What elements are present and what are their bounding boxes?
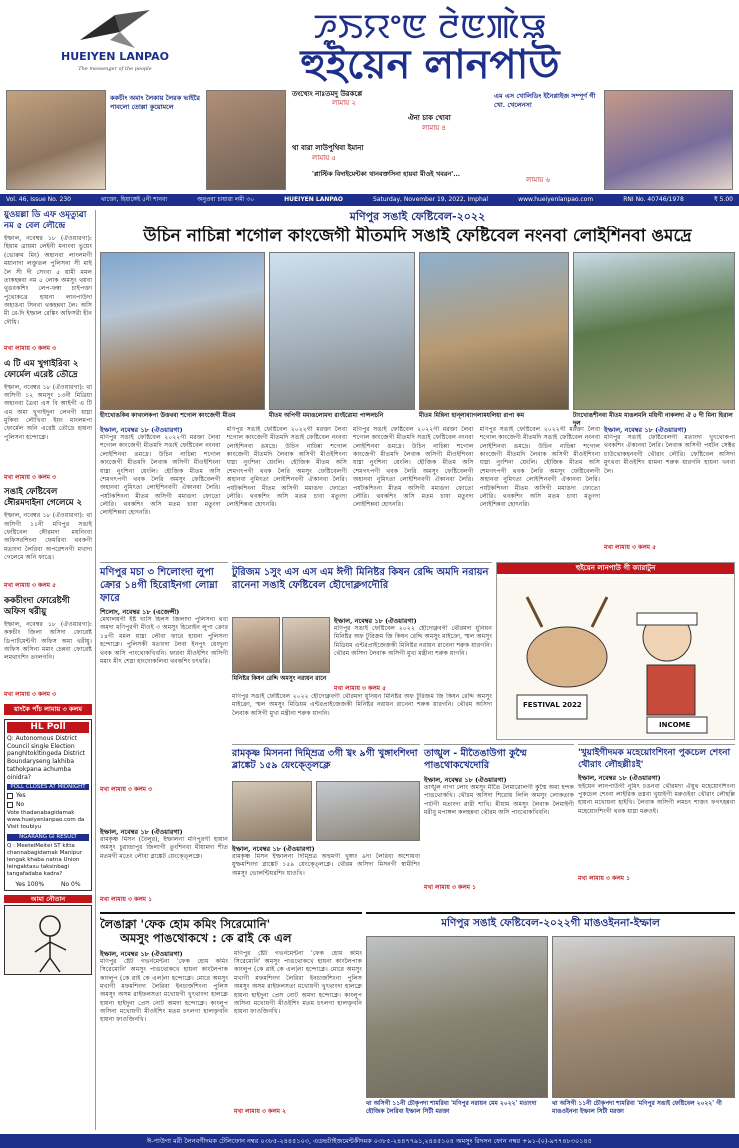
story7-headline-2: অমসুং পাঙথোকখে : কে ৱাই কে এল: [120, 931, 292, 946]
main-body-col4: মণিপুর সঙাই ফেষ্টিবেল ২০২২গী মরক্তা লৈবা শগোল কাংজেগী মীতমদি সঙাই ফেষ্টিবেল নংনবা লোইশিনবা ঙমদ্রে। উচিন নাচিন্না শগোল কাংজেগী মীতমদি লৈবাক অসিগী মীওইশিংনা যাম্না নুংশিনা য়েংলি। হৌজিক মীতম অসি শেমগৎপগী থবক লৈরি অমসুং ফেষ্টিবেলগী অহানবা নুমিৎতা লোইশিনবগী ঐকানবা লৈরি। পর্যটকশিংনা মীতম অসিগী মমাঙদা ফোতো লৌরি। থবকশিং অসি মতম চাবা মতুংদা লোইশিন্নবা হোৎনরি।: [479, 426, 600, 509]
story5-body: তাঙ্খুল নাগা লোং অমসুং মীতৈ লৈমারোলগী কুম্মৈ অমা হন্দক পাঙথোকখি। থৌরম অসিদা শিরোয় লিলি অমসুং লোকতাক পাটগী মতাংদা ৱারী শাখি। মীয়াম অমসুং লৈবাক লৈমাইগী মরীবু মপাঙ্গল কলহন্নবা থৌরম অসি পাংথোকখিবনি।: [424, 783, 574, 816]
story7: [100, 912, 362, 1130]
teaser-strip: [6, 90, 733, 192]
story4-byline2: ইম্ফাল, নবেম্বর ১৮ (ঐওয়ারগা): [100, 828, 183, 836]
story4-photo: [232, 781, 312, 841]
right-brief: [604, 426, 735, 558]
cartoon-label: আমা নৌতান: [4, 895, 92, 903]
story3: [232, 562, 492, 740]
cartoon-sign: FESTIVAL 2022: [523, 701, 582, 709]
story3-photo-2: [282, 617, 330, 673]
main-body-col2: মণিপুর সঙাই ফেষ্টিবেল ২০২২গী মরক্তা লৈবা শগোল কাংজেগী মীতমদি সঙাই ফেষ্টিবেল নংনবা লোইশিনবা ঙমদ্রে। উচিন নাচিন্না শগোল কাংজেগী মীতমদি লৈবাক অসিগী মীওইশিংনা যাম্না নুংশিনা য়েংলি। হৌজিক মীতম অসি শেমগৎপগী থবক লৈরি অমসুং ফেষ্টিবেলগী অহানবা নুমিৎতা লোইশিনবগী ঐকানবা লৈরি। পর্যটকশিংনা মীতম অসিগী মমাঙদা ফোতো লৌরি। থবকশিং অসি মতম চাবা মতুংদা লোইশিন্নবা হোৎনরি।: [226, 426, 347, 509]
footer-bar: [0, 1134, 739, 1148]
teaser-center: [292, 90, 492, 190]
story3-headline: টুরিজম ১সুং এস এস এম ঈগী মিনিষ্টর কিষন রেদ্দি অমদি নরায়ন রানেনা সঙাই ফেষ্টিবেল হৌদোক্লগদৌরি: [232, 567, 489, 591]
website-link[interactable]: www.hueiyenlanpao.com: [518, 196, 594, 204]
main-caption-2: মীতম অপিগী মমাঙলোমদা রাংইরোমা পান্সলচনি: [269, 412, 384, 419]
main-body-col3: মণিপুর সঙাই ফেষ্টিবেল ২০২২গী মরক্তা লৈবা শগোল কাংজেগী মীতমদি সঙাই ফেষ্টিবেল নংনবা লোইশিনবা ঙমদ্রে। উচিন নাচিন্না শগোল কাংজেগী মীতমদি লৈবাক অসিগী মীওইশিংনা যাম্না নুংশিনা য়েংলি। হৌজিক মীতম অসি শেমগৎপগী থবক লৈরি অমসুং ফেষ্টিবেলগী অহানবা নুমিৎতা লোইশিনবগী ঐকানবা লৈরি। পর্যটকশিংনা মীতম অসিগী মমাঙদা ফোতো লৌরি। থবকশিং অসি মতম চাবা মতুংদা লোইশিন্নবা হোৎনরি।: [353, 426, 474, 509]
main-caption-3: মীতম মিন্নিনা হান্লাব্যাগলামযলিয়া রাপা কম: [419, 412, 525, 419]
story2-byline: শিলোং, নবেম্বর ১৮ (এজেন্সী): [100, 608, 180, 616]
s1-more[interactable]: মখা লামায় ৩ কলম ৩: [4, 345, 56, 353]
cartoon-sign-2: INCOME: [659, 721, 691, 729]
meitei-title: ꯍꯨꯏꯌꯦꯟ ꯂꯥꯟꯄꯥꯎ: [313, 7, 547, 47]
cartoon-title: হুইয়েন লানপাউ গী ক্যারাটুন: [497, 563, 734, 574]
teaser-photo-left: [6, 90, 106, 190]
s2-title: এ টি এম খুগাইরিবা ২ ফোর্মেল এরেষ্ট তৌদ্রে: [4, 358, 79, 380]
teaser-t3: থা বারা লাউপুথিবা ইমানা: [292, 143, 364, 152]
masthead: [0, 0, 739, 88]
story4-headline: রামকৃষ্ণ মিসননা দিম্ম্রিত্র ৩গী খ্বং ৯গী খুঙ্গাংশিংদা ব্লাঙ্কেট ১৫৯ য়েংক্ত্লেক্লে: [232, 748, 418, 772]
mini-cartoon: [4, 905, 92, 975]
teaser-right-text: এম এস খোলিডিং ইনৈপ্লাইজ সম্পূর্ণ গী খো. খেলেনসা: [494, 92, 596, 109]
story3-caption: মিনিষ্টর কিষন রেদ্দি অমসুং নরায়ন রানে: [232, 675, 327, 682]
story4: [232, 744, 420, 908]
story6-more[interactable]: মখা লামায় ৩ কলম ১: [578, 874, 630, 882]
footer-text: ঈ-পাউগা মরী লৈনবগীদমক টেলিফোন নম্বর ০৩৮৫-২৪৪৫১০৩, এডভটাইজমেন্টকীদমক ০৩৮৫-২৪৪৭৭৯১,২৪৪৫১০৪ অমসুং রিদসন ফোন নম্বর +৯১-(০)-৯৭৭৪৮৩০১৪৫: [147, 1136, 592, 1145]
paper-name: HUEIYEN LANPAO: [284, 196, 343, 204]
story3-more[interactable]: মখা লামায় ৩ কলম ৫: [334, 685, 386, 693]
teaser-photo-mid: [206, 90, 286, 190]
story8-photo-1: [366, 936, 548, 1098]
right-brief-more[interactable]: মখা লামায় ৩ কলম ৫: [604, 544, 656, 552]
poll-question: Q: Autonomous District Council single Election panghltokltingeda District Boundaryseng lakhiba tathokpana achumba oinidra?: [7, 734, 85, 781]
poll-label: HL Poll: [7, 722, 89, 733]
main-photo-4: [573, 252, 735, 410]
story4-byline: ইম্ফাল, নবেম্বর ১৮ (ঐওয়ারগা): [232, 845, 315, 853]
s1-body: ইম্ফাল, নবেম্বর ১৮ (ঐওয়ারগা): হিয়াম ত্রায়মা লেইনী মনাংবা ভুয়েং (ভোরুম মিং) অহানবা লাংলমগী ময়ানাদা লক্তুতল পুলিসনা সী মাই লৈ সী দী সেংবা ৫ য়ামী মমল তাকহন্নবা নম ৫ লোক অমসুং থয়বা থুঙবকশিং লেপ-ফম্বা চাইপক্তা পুথোকখ্রে হায়না লানপাউদা অহাঙবা সিনবা থকহন্নবা লৈ। অসি মী রে-দি ইম্ফাল রেঙ্কিং অফিসরী হীন দৌধি।: [4, 235, 92, 326]
story5-byline: ইম্ফাল, নবেম্বর ১৮ (ঐওয়ারগা): [424, 775, 507, 784]
teaser-t6-page: লামায় ৬: [526, 176, 551, 184]
local-date: থাক্তো, হিয়াঙ্গেই ৫নী শানবা: [101, 196, 168, 204]
story8-caption-1: থা অসিগী ১১নী চৌকৃপদা শামরিবা 'মণিপুর নরায়ন মেম ২০২২' মতাংদা হৌজিক লৈরিবা ইম্ফাল সিটী মরক্তা: [366, 1100, 537, 1115]
story2-body: মেঘালয়গী ইষ্ট খাসি হিলস জিলাদা পুলিসনা থবা অমদা মণিপুরগী মীওই ৩ অমসুং হিরোইন লুপা ক্রোর ১৪গী মমল য়াম্না লৌবা ফারে হায়না পুলিসনা হন্দোক্লে। পুলিসকী মতাংদা লৈবা ইনপুৎ য়েংদুনা থবক অসি পাংথোকখিবনি। ফারবা মীওইশিং অসিগী মমাং মীৎ শেম্না হাংদোকলিবা থবকশিং চৎথরি।: [100, 616, 228, 665]
story7-body-col2: মণিপুর ষ্টেট গভর্নমেন্টনা 'ফেক হোম কমিং সিরেমোনি' অমসুং পাঙথোকখে হায়না কাংলৈপাক কাংলুপ (কে ৱাই কে এল)না হন্দোক্লে। মোরে অমসুং মখাগী মফমশিংদা লৈরিবা ইনচার্জশিংনা পুলিস অমসুং অসম রাইফলসতা মখোয়গী খুৎথাংদা হালক্লে হায়না হাইদুনা প্রেস নোট অমদা হন্দোক্লে। কাংলুপ অসিনা মখোয়গী মীওইশিং মতম চৎলগা হালক্তৃবনি হায়না ফাওজিনখি।: [234, 949, 362, 1016]
s3-body: ইম্ফাল, নবেম্বর ১৮ (ঐওয়ারগা): থা অসিগী ১১নী মণিপুর সঙাই ফেষ্টিবেল ঈৌরমদা ময়নিংবা অফিসরশিংনা ফেমরিবা থবকগী মতাংদা লৈরিবা অপরেশনগী মখাদা গেলেমে অনি ফাখ্রে।: [4, 512, 92, 562]
teaser-t2-page: লামায় ২: [332, 98, 357, 107]
story3-photo-1: [232, 617, 280, 673]
teaser-t3-page: লামায় ৫: [312, 154, 337, 162]
main-caption-1: হীংখোঙকিধ কাখংলকপা উত্তথবা শগোল কাংজেগী মীতম: [100, 412, 236, 419]
story7-headline-1: লৈঙাক্না 'ফেক হোম কমিং সিরেমোনি': [100, 917, 271, 931]
main-body-col1: মণিপুর সঙাই ফেষ্টিবেল ২০২২গী মরক্তা লৈবা শগোল কাংজেগী মীতমদি সঙাই ফেষ্টিবেল নংনবা লোইশিনবা ঙমদ্রে। উচিন নাচিন্না শগোল কাংজেগী মীতমদি লৈবাক অসিগী মীওইশিংনা যাম্না নুংশিনা য়েংলি। হৌজিক মীতম অসি শেমগৎপগী থবক লৈরি অমসুং ফেষ্টিবেলগী অহানবা নুমিৎতা লোইশিনবগী ঐকানবা লৈরি। পর্যটকশিংনা মীতম অসিগী মমাঙদা ফোতো লৌরি। থবকশিং অসি মতম চাবা মতুংদা লোইশিন্নবা হোৎনরি।: [100, 434, 221, 517]
bengali-title: হুইয়েন লানপাউ: [300, 42, 560, 88]
story4-photo-2: [316, 781, 420, 841]
cartoon-figure-icon: [10, 908, 90, 974]
story2: [100, 562, 228, 824]
main-photo-2: [269, 252, 415, 410]
story4-body: রামকৃষ্ণ মিসন ইম্ফালনা দিম্ম্রিত্র অহুমগী খুঙ্গাং ৯দা লৈরিবা অশোয়বা য়ুম্ফমশিংদা ব্লাঙ্কেট ১৫৯ য়েংক্ত্লেক্লে। থৌরম অসিদা মিসনগী স্বামীশিং অমসুং ভোলন্টিয়রশিং য়াওখি।: [232, 853, 420, 877]
s2-body: ইম্ফাল, নবেম্বর ১৮ (ঐওয়ারগা): থা অসিগী ১২ অমসুং ১৩নী মিত্রিয়া অহানবা ত্রৈবা এস বি আইগী এ টি এম অমা খুগাইদুনা লেনগী য়াম্না মুকিবা লৌখিবা ইয়ং মাংলমপা ফোর্মেল অনি এরেষ্ট তৌদ্রে হায়না পুলিসনা হন্দোক্লে।: [4, 383, 92, 441]
s3-title: সঙাই ফেষ্টিবেল ঈৌরমদাইনা গেলেমে ২: [4, 487, 83, 509]
s4-body: ইম্ফাল, নবেম্বর ১৮ (ঐওয়ারগা): ককচীং জিলা অসিদা ফোরেষ্ট ডিপার্টমেন্টগী অফিস অমা থরীয়ু। অফিস অসিনা মমাং চেন্নবা ফোরেষ্ট লমথাংশিং তংলগনি।: [4, 620, 92, 662]
poll-prev-yes: Yes: [15, 880, 26, 888]
teaser-t2: তংখ্যেং নাঃতমদু উরকপ্পে: [292, 89, 363, 98]
english-date: Saturday, November 19, 2022, Imphal: [373, 196, 489, 204]
teaser-t4: ঐনা চাক খোবা: [408, 113, 451, 122]
story8-caption-2: থা অসিগী ১১নী চৌকৃপদা শামরিবা 'মণিপুর সঙাই ফেষ্টিবেল ২০২২' গী মাঙওইননা ইম্ফাল সিটী মরক্তা: [552, 1100, 722, 1115]
story6-headline: 'খুয়াইগীদমক মহেয়োংশিংনা পুকচেল শেংনা থৌরাং লৌহল্লীঃই': [578, 748, 731, 770]
poll-prev-question: Q : MeeteiMeitei ST kitta channabagidamak Manipur lengak khaba natna Union leingaktasu taksinbagi tangafadaba kadra?: [7, 842, 82, 878]
s1-title: য়ুওয়ল্লা ডি এফ ওমৃত্যুৱা নম ৫ বেল লৌন্দ্রে: [4, 210, 87, 232]
main-story-body: [100, 426, 600, 558]
main-photo-row: [100, 252, 735, 427]
story6-body: হুইয়েন লানপাউগী নুমিৎ চঙনবা থৌরমদা ঐয়ুথ মহেয়োংশিংনা পুকচেল শেংনা লাইরিক তম্নবা খুয়াইগী মরুওইবা থৌরাং লৌহল্লি হায়না মখোয়না হাইখি। লৈবাক অসিগী লমচৎ শাজৎ ফগৎহন্নবা মহেয়োংশিংগী থবক য়াম্না মরুওই।: [578, 782, 735, 815]
story2-more[interactable]: মখা লামায় ৩ কলম ৩: [100, 786, 152, 794]
story7-more[interactable]: মখা লামায় ৩ কলম ২: [234, 1107, 286, 1115]
s3-more[interactable]: মখা লামায় ৩ কলম ৫: [4, 582, 56, 590]
poll-yes-checkbox[interactable]: [7, 793, 13, 799]
poll-closes: POLL CLOSES AT MIDNIGHT: [7, 784, 89, 791]
story4-more[interactable]: মখা লামায় ৩ কলম ১: [100, 896, 152, 904]
s4-title: ককচীংদা ফোরেষ্টগী অফিস থরীয়ু: [4, 595, 70, 617]
story6: [578, 744, 735, 908]
logo-tagline: The messenger of the people: [78, 66, 152, 72]
story4-body2: রামকৃষ্ণ মিসন (বৈলুর), ইম্ফালনা মণিপুরগী হায়ান অমসুং চুৱান্দ্রাপুর জিলাগী তুংশিনবা মীয়ামদা শীত মতমগী মতেং লৌবা ব্লাঙ্কেট য়েংক্ত্লেক্লে।: [100, 836, 228, 860]
poll-no-checkbox[interactable]: [7, 802, 13, 808]
teaser-left-text: ককচীং অমাং লৈকায় লৈরক ভাইরৈ পাবলো তোল্লা কুয়োমলে: [110, 94, 200, 111]
teaser-photo-right: [604, 90, 733, 190]
price: ₹ 5.00: [713, 196, 733, 204]
right-brief-byline: ইম্ফাল, নবেম্বর ১৮ (ঐওয়ারগা): [604, 426, 687, 434]
s5-title: য়াংকৈ পাঁচ লামায় ৩ কলম: [4, 704, 92, 714]
story5: [424, 744, 574, 908]
main-headline: উচিন নাচিন্না শগোল কাংজেগী মীতমদি সঙাই ফেষ্টিবেল নংনবা লোইশিনবা ঙমদ্রে: [143, 226, 692, 246]
left-sidebar: [4, 210, 96, 1130]
story5-headline: তাঙ্খুল - মীতৈঙাউগা কুম্মৈ পাঙথোকখেদোরি: [424, 748, 527, 772]
poll-no-label: No: [16, 800, 25, 808]
story4-col2: [100, 828, 228, 908]
rni-number: RNI No. 40746/1978: [623, 196, 684, 204]
story3-body-b: মণিপুর সঙাই ফেষ্টিবেল ২০২২ হৌদোক্নবগী থৌরমদা য়ুনিয়ন মিনিষ্টর অফ টুরিজম জি কিষন রেদ্দি অমসুং মাইক্রো, স্মল অমসুং মিডিয়ম এন্টরপ্রাইজেজকী মিনিষ্টর নরায়ন রানেনা শরুক য়ারগনি। থৌরম অসিদা লৈবাক অসিগী মুখ্য মন্ত্রীনা শরুক য়াগনি।: [232, 693, 492, 717]
right-brief-body: মণিপুর সঙাই ফেষ্টিবেলগী মতাংদা খুৎথোকপা থবকশিং ঐকানবা লৈরি। লৈবাক অসিগী পর্যটন সেক্টর চাউথোকহনবগী থৌরাং লৌরি। ফেষ্টিবেল অসিদা মুৎথবা মীওইশিং য়ামনা শরুক য়ারগনি হায়না খনবা লৈ।: [604, 434, 735, 475]
poll-prev-yes-pct: 100%: [27, 880, 45, 888]
poll-prev-no: No: [60, 880, 70, 888]
story8-photo-2: [552, 936, 735, 1098]
logo: [60, 10, 170, 82]
main-caption-4: টাংখোঙশীনবা মীতম মাঙলমনি ময়িগী নাকলদা ঐ ৫ দী মিনা হিরাল দুল: [573, 412, 733, 427]
hl-poll: [4, 719, 92, 892]
story7-byline: ইম্ফাল, নবেম্বর ১৮ (ঐওয়ারগা): [100, 949, 183, 958]
teaser-t4-page: লামায় ৪: [422, 124, 447, 132]
cartoon-panel: [496, 562, 735, 740]
main-photo-3: [419, 252, 569, 410]
volume-info: Vol. 46, Issue No. 230: [6, 196, 71, 204]
story2-headline: মণিপুর মচা ৩ শিলোংদা লুপা ক্রোর ১৪গী হিরোইনগা লোম্না ফারে: [100, 567, 218, 604]
story8: [366, 912, 735, 1130]
poll-vote-text[interactable]: Vote thadanabagidamak www.hueiyenlanpao.com da Visit toubiyu: [7, 810, 85, 831]
story3-byline: ইম্ফাল, নবেম্বর ১৮ (ঐওয়ারগা): [334, 617, 417, 625]
main-story-kicker: মণিপুর সঙাই ফেষ্টিবেল-২০২২: [349, 210, 486, 223]
poll-yes-label: Yes: [16, 792, 26, 800]
s4-more[interactable]: মখা লামায় ৩ কলম ৩: [4, 690, 56, 698]
story3-body: মণিপুর সঙাই ফেষ্টিবেল ২০২২ হৌদোক্নবগী থৌরমদা য়ুনিয়ন মিনিষ্টর অফ টুরিজম জি কিষন রেদ্দি অমসুং মাইক্রো, স্মল অমসুং মিডিয়ম এন্টরপ্রাইজেজকী মিনিষ্টর নরায়ন রানেনা শরুক য়ারগনি। থৌরম অসিদা লৈবাক অসিগী মুখ্য মন্ত্রীনা শরুক য়াগনি।: [334, 625, 492, 658]
poll-prev-label: NGARANG GI RESULT: [7, 834, 89, 841]
story8-kicker: মণিপুর সঙাই ফেষ্টিবেল-২০২২গী মাঙওইননা-ইম্ফাল: [441, 917, 660, 929]
origami-bird-icon: [80, 10, 150, 50]
s2-more[interactable]: মখা লামায় ৩ কলম ৩: [4, 473, 56, 481]
anupam-text: অনুপ্রবা চায়াৱা লমী ৩০: [197, 196, 255, 204]
story5-more[interactable]: মখা লামায় ৩ কলম ১: [424, 883, 476, 891]
story6-byline: ইম্ফাল, নবেম্বর ১৮ (ঐওয়ারগা): [578, 774, 661, 783]
info-bar: [0, 194, 739, 206]
cartoon-illustration: [497, 577, 734, 737]
teaser-t6: 'প্লাস্টিক বিদাইমেন্টকা থানবক্তসিনা হায়বা মীওই খবরন'...: [312, 170, 461, 178]
main-photo-1: [100, 252, 265, 410]
story7-body: মণিপুর ষ্টেট গভর্নমেন্টনা 'ফেক হোম কমিং সিরেমোনি' অমসুং পাঙথোকখে হায়না কাংলৈপাক কাংলুপ (কে ৱাই কে এল)না হন্দোক্লে। মোরে অমসুং মখাগী মফমশিংদা লৈরিবা ইনচার্জশিংনা পুলিস অমসুং অসম রাইফলসতা মখোয়গী খুৎথাংদা হালক্লে হায়না হাইদুনা প্রেস নোট অমদা হন্দোক্লে। কাংলুপ অসিনা মখোয়গী মীওইশিং মতম চৎলগা হালক্তৃবনি হায়না ফাওজিনখি।: [100, 957, 228, 1024]
logo-text: HUEIYEN LANPAO: [61, 50, 169, 63]
main-byline: ইম্ফাল, নবেম্বর ১৮ (ঐওয়ারগা): [100, 426, 183, 434]
poll-prev-no-pct: 0%: [71, 880, 81, 888]
